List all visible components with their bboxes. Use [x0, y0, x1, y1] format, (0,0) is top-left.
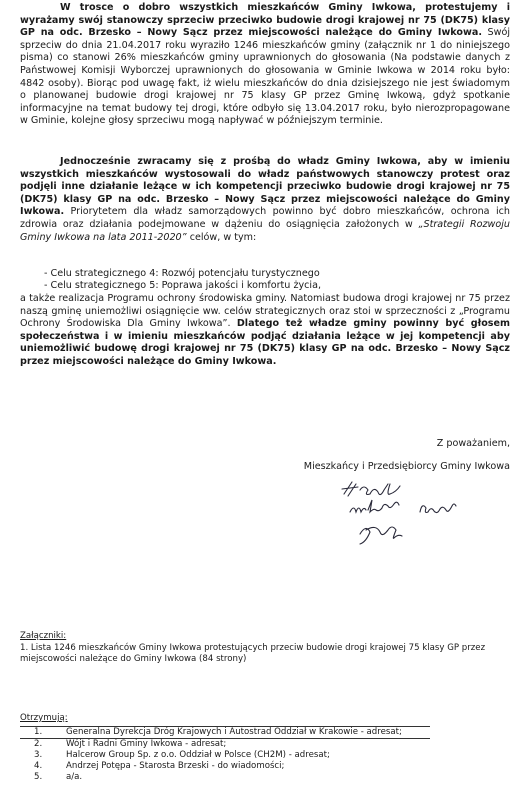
paragraph-protest — [20, 2, 510, 128]
recipient-item — [20, 750, 480, 761]
recipient-number: 4. — [34, 761, 43, 771]
request-details: Priorytetem dla władz samorządowych powinno być dobro mieszkańców, ochrona ich zdrowia oraz działania podejmowane w dążeniu do osiągnięcia założonych w — [20, 206, 510, 230]
recipient-text: a/a. — [66, 772, 83, 782]
attachments-heading: Załączniki: — [20, 631, 67, 641]
strategy-title: „Strategii Rozwoju Gminy Iwkowa na lata 2011-2020” — [20, 218, 511, 243]
bullet-goal-5: - Celu strategicznego 5: Poprawa jakości i komfortu życia, — [44, 280, 322, 291]
recipient-item — [20, 761, 480, 772]
handwritten-signatures — [338, 480, 488, 560]
closing-regards: Z poważaniem, — [436, 438, 510, 449]
recipient-number: 3. — [34, 750, 43, 760]
recipient-text: Halcerow Group Sp. z o.o. Oddział w Polsce (CH2M) - adresat; — [66, 750, 330, 760]
closing-signatory: Mieszkańcy i Przedsiębiorcy Gminy Iwkowa — [303, 461, 510, 472]
paragraph-conclusion — [20, 293, 510, 369]
request-statement: Jednocześnie zwracamy się z prośbą do władz Gminy Iwkowa, aby w imieniu wszystkich mieszkańców wystosowali do władz państwowych stanowczy protest oraz podjęli inne działanie leżące w ich kompetencji przeciwko budowie drogi krajowej nr 75 (DK75) klasy GP na odc. Brzesko – Nowy Sącz przez miejscowości należące do Gminy Iwkowa. — [20, 156, 510, 218]
recipient-number: 1. — [34, 727, 43, 737]
recipient-text: Wójt i Radni Gminy Iwkowa - adresat; — [66, 739, 227, 749]
recipient-text: Andrzej Potępa - Starosta Brzeski - do wiadomości; — [66, 761, 285, 771]
recipient-number: 5. — [34, 772, 43, 782]
paragraph-request — [20, 156, 510, 244]
recipient-item — [20, 726, 430, 739]
protest-statement: W trosce o dobro wszystkich mieszkańców Gminy Iwkowa, protestujemy i wyrażamy swój stanowczy sprzeciw przeciwko budowie drogi krajowej nr 75 (DK75) klasy GP na odc. Brzesko – Nowy Sącz przez miejscowości należące do Gminy Iwkowa. — [20, 2, 510, 39]
recipients-heading: Otrzymują: — [20, 713, 68, 723]
protest-details: Swój sprzeciw do dnia 21.04.2017 roku wyraziło 1246 mieszkańców gminy (załącznik nr 1 do niniejszego pisma) co stanowi 26% mieszkańców gminy uprawnionych do głosowania (Na podstawie danych z Państwowej Komisji Wyborczej uprawnionych do głosowania w Gminie Iwkowa w 2014 roku było: 4842 osoby). Biorąc pod uwagę fakt, iż wielu mieszkańców do dnia dzisiejszego nie jest świadomym o planowanej budowie drogi krajowej nr 75 klasy GP przez Gminę Iwkową, gdyż spotkanie informacyjne na temat budowy tej drogi, które odbyło się 13.04.2017 roku, było nierozpropagowane w Gminie, kolejne głosy sprzeciwu mogą napływać w późniejszym terminie. — [20, 27, 510, 127]
recipients-list — [20, 726, 480, 783]
conclusion-statement: Dlatego też władze gminy powinny być głosem społeczeństwa i w imieniu mieszkańców podjąć działania leżące w jej kompetencji aby uniemożliwić budowę drogi krajowej nr 75 (DK75) klasy GP na odc. Brzesko – Nowy Sącz przez miejscowości należące do Gminy Iwkowa. — [20, 318, 510, 367]
recipient-number: 2. — [34, 739, 43, 749]
recipient-item — [20, 739, 480, 750]
conclusion-text: a także realizacja Programu ochrony środowiska gminy. Natomiast budowa drogi krajowej nr 75 przez naszą gminę uniemożliwi osiągnięcie ww. celów strategicznych oraz stoi w sprzeczności z „Programu Ochrony Środowiska Dla Gminy Iwkowa”. — [20, 293, 510, 330]
request-details-end: celów, w tym: — [186, 231, 257, 243]
bullet-goal-4: - Celu strategicznego 4: Rozwój potencjału turystycznego — [44, 268, 320, 279]
recipient-item — [20, 772, 480, 783]
recipient-text: Generalna Dyrekcja Dróg Krajowych i Autostrad Oddział w Krakowie - adresat; — [66, 727, 402, 737]
attachment-item-1: 1. Lista 1246 mieszkańców Gminy Iwkowa protestujących przeciw budowie drogi krajowej 75 klasy GP przez miejscowości należące do Gminy Iwkowa (84 strony) — [20, 643, 486, 664]
